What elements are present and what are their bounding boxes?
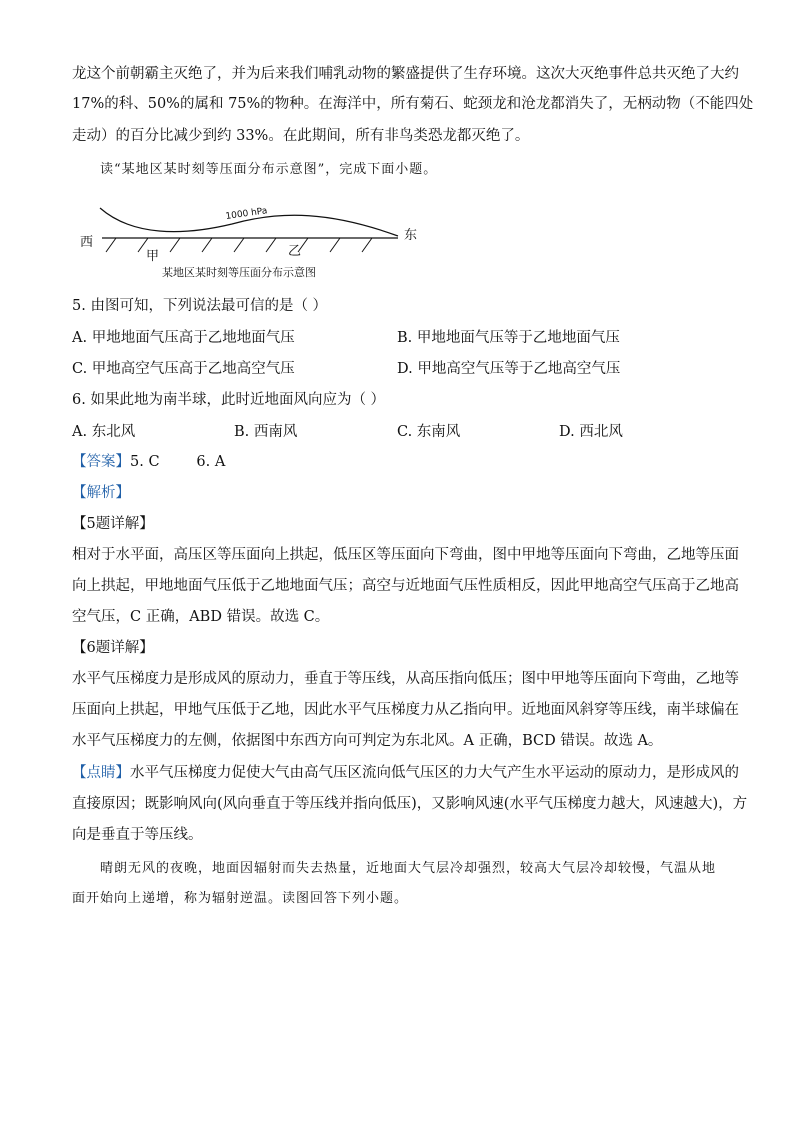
- intro-line-1: 龙这个前朝霸主灭绝了，并为后来我们哺乳动物的繁盛提供了生存环境。这次大灭绝事件总共灭绝了大约: [72, 66, 739, 82]
- tips-text-1: 水平气压梯度力促使大气由高气压区流向低气压区的力大气产生水平运动的原动力，是形成风的: [130, 765, 739, 781]
- reading-prompt-2-line-1: 晴朗无风的夜晚，地面因辐射而失去热量，近地面大气层冷却强烈，较高大气层冷却较慢，气温从地: [100, 861, 717, 876]
- detail-6-line-3: 水平气压梯度力的左侧，依据图中东西方向可判定为东北风。A 正确，BCD 错误。故选 A。: [72, 733, 663, 749]
- answer-text: 5. C 6. A: [130, 454, 226, 470]
- question-5-option-a: A. 甲地地面气压高于乙地地面气压: [72, 330, 295, 346]
- answer-line: [72, 452, 724, 472]
- detail-5-line-3: 空气压，C 正确，ABD 错误。故选 C。: [72, 609, 330, 625]
- question-6-option-b: B. 西南风: [234, 424, 298, 440]
- tips-tag: 【点睛】: [72, 765, 130, 781]
- tips-line-2: 直接原因；既影响风向(风向垂直于等压线并指向低压)，又影响风速(水平气压梯度力越大，风速越大)，方: [72, 796, 748, 812]
- tips-line-1: [72, 763, 739, 783]
- detail-5-line-1: 相对于水平面，高压区等压面向上拱起，低压区等压面向下弯曲，图中甲地等压面向下弯曲，乙地等压面: [72, 547, 739, 563]
- point-yi-label: 乙: [288, 244, 302, 259]
- question-5-stem: 5. 由图可知，下列说法最可信的是（ ）: [72, 298, 328, 314]
- detail-5-line-2: 向上拱起，甲地地面气压低于乙地地面气压；高空与近地面气压性质相反，因此甲地高空气压高于乙地高: [72, 578, 739, 594]
- question-5-option-c: C. 甲地高空气压高于乙地高空气压: [72, 361, 295, 377]
- question-5-option-d: D. 甲地高空气压等于乙地高空气压: [397, 361, 621, 377]
- question-5-option-b: B. 甲地地面气压等于乙地地面气压: [397, 330, 620, 346]
- point-jia-label: 甲: [146, 249, 160, 264]
- intro-line-2: 17%的科、50%的属和 75%的物种。在海洋中，所有菊石、蛇颈龙和沧龙都消失了，无柄动物（不能四处: [72, 96, 754, 112]
- question-6-option-d: D. 西北风: [559, 424, 623, 440]
- east-label: 东: [404, 228, 418, 243]
- detail-6-line-2: 压面向上拱起，甲地气压低于乙地，因此水平气压梯度力从乙指向甲。近地面风斜穿等压线，南半球偏在: [72, 702, 739, 718]
- diagram-caption: 某地区某时刻等压面分布示意图: [162, 266, 316, 279]
- answer-tag: 【答案】: [72, 454, 130, 470]
- question-6-option-c: C. 东南风: [397, 424, 461, 440]
- question-6-stem: 6. 如果此地为南半球，此时近地面风向应为（ ）: [72, 392, 386, 408]
- tips-line-3: 向是垂直于等压线。: [72, 827, 203, 843]
- intro-line-3: 走动）的百分比减少到约 33%。在此期间，所有非鸟类恐龙都灭绝了。: [72, 128, 530, 144]
- isobar-diagram: [72, 196, 432, 282]
- reading-prompt-2-line-2: 面开始向上递增，称为辐射逆温。读图回答下列小题。: [72, 891, 409, 906]
- isobar-label: 1000 hPa: [225, 206, 269, 222]
- west-label: 西: [80, 235, 94, 250]
- analysis-tag: 【解析】: [72, 485, 130, 501]
- detail-6-line-1: 水平气压梯度力是形成风的原动力，垂直于等压线，从高压指向低压；图中甲地等压面向下弯曲，乙地等: [72, 671, 739, 687]
- reading-prompt-1: 读“某地区某时刻等压面分布示意图”，完成下面小题。: [100, 162, 438, 177]
- question-6-option-a: A. 东北风: [72, 424, 136, 440]
- detail-6-tag: 【6题详解】: [72, 640, 154, 656]
- detail-5-tag: 【5题详解】: [72, 516, 154, 532]
